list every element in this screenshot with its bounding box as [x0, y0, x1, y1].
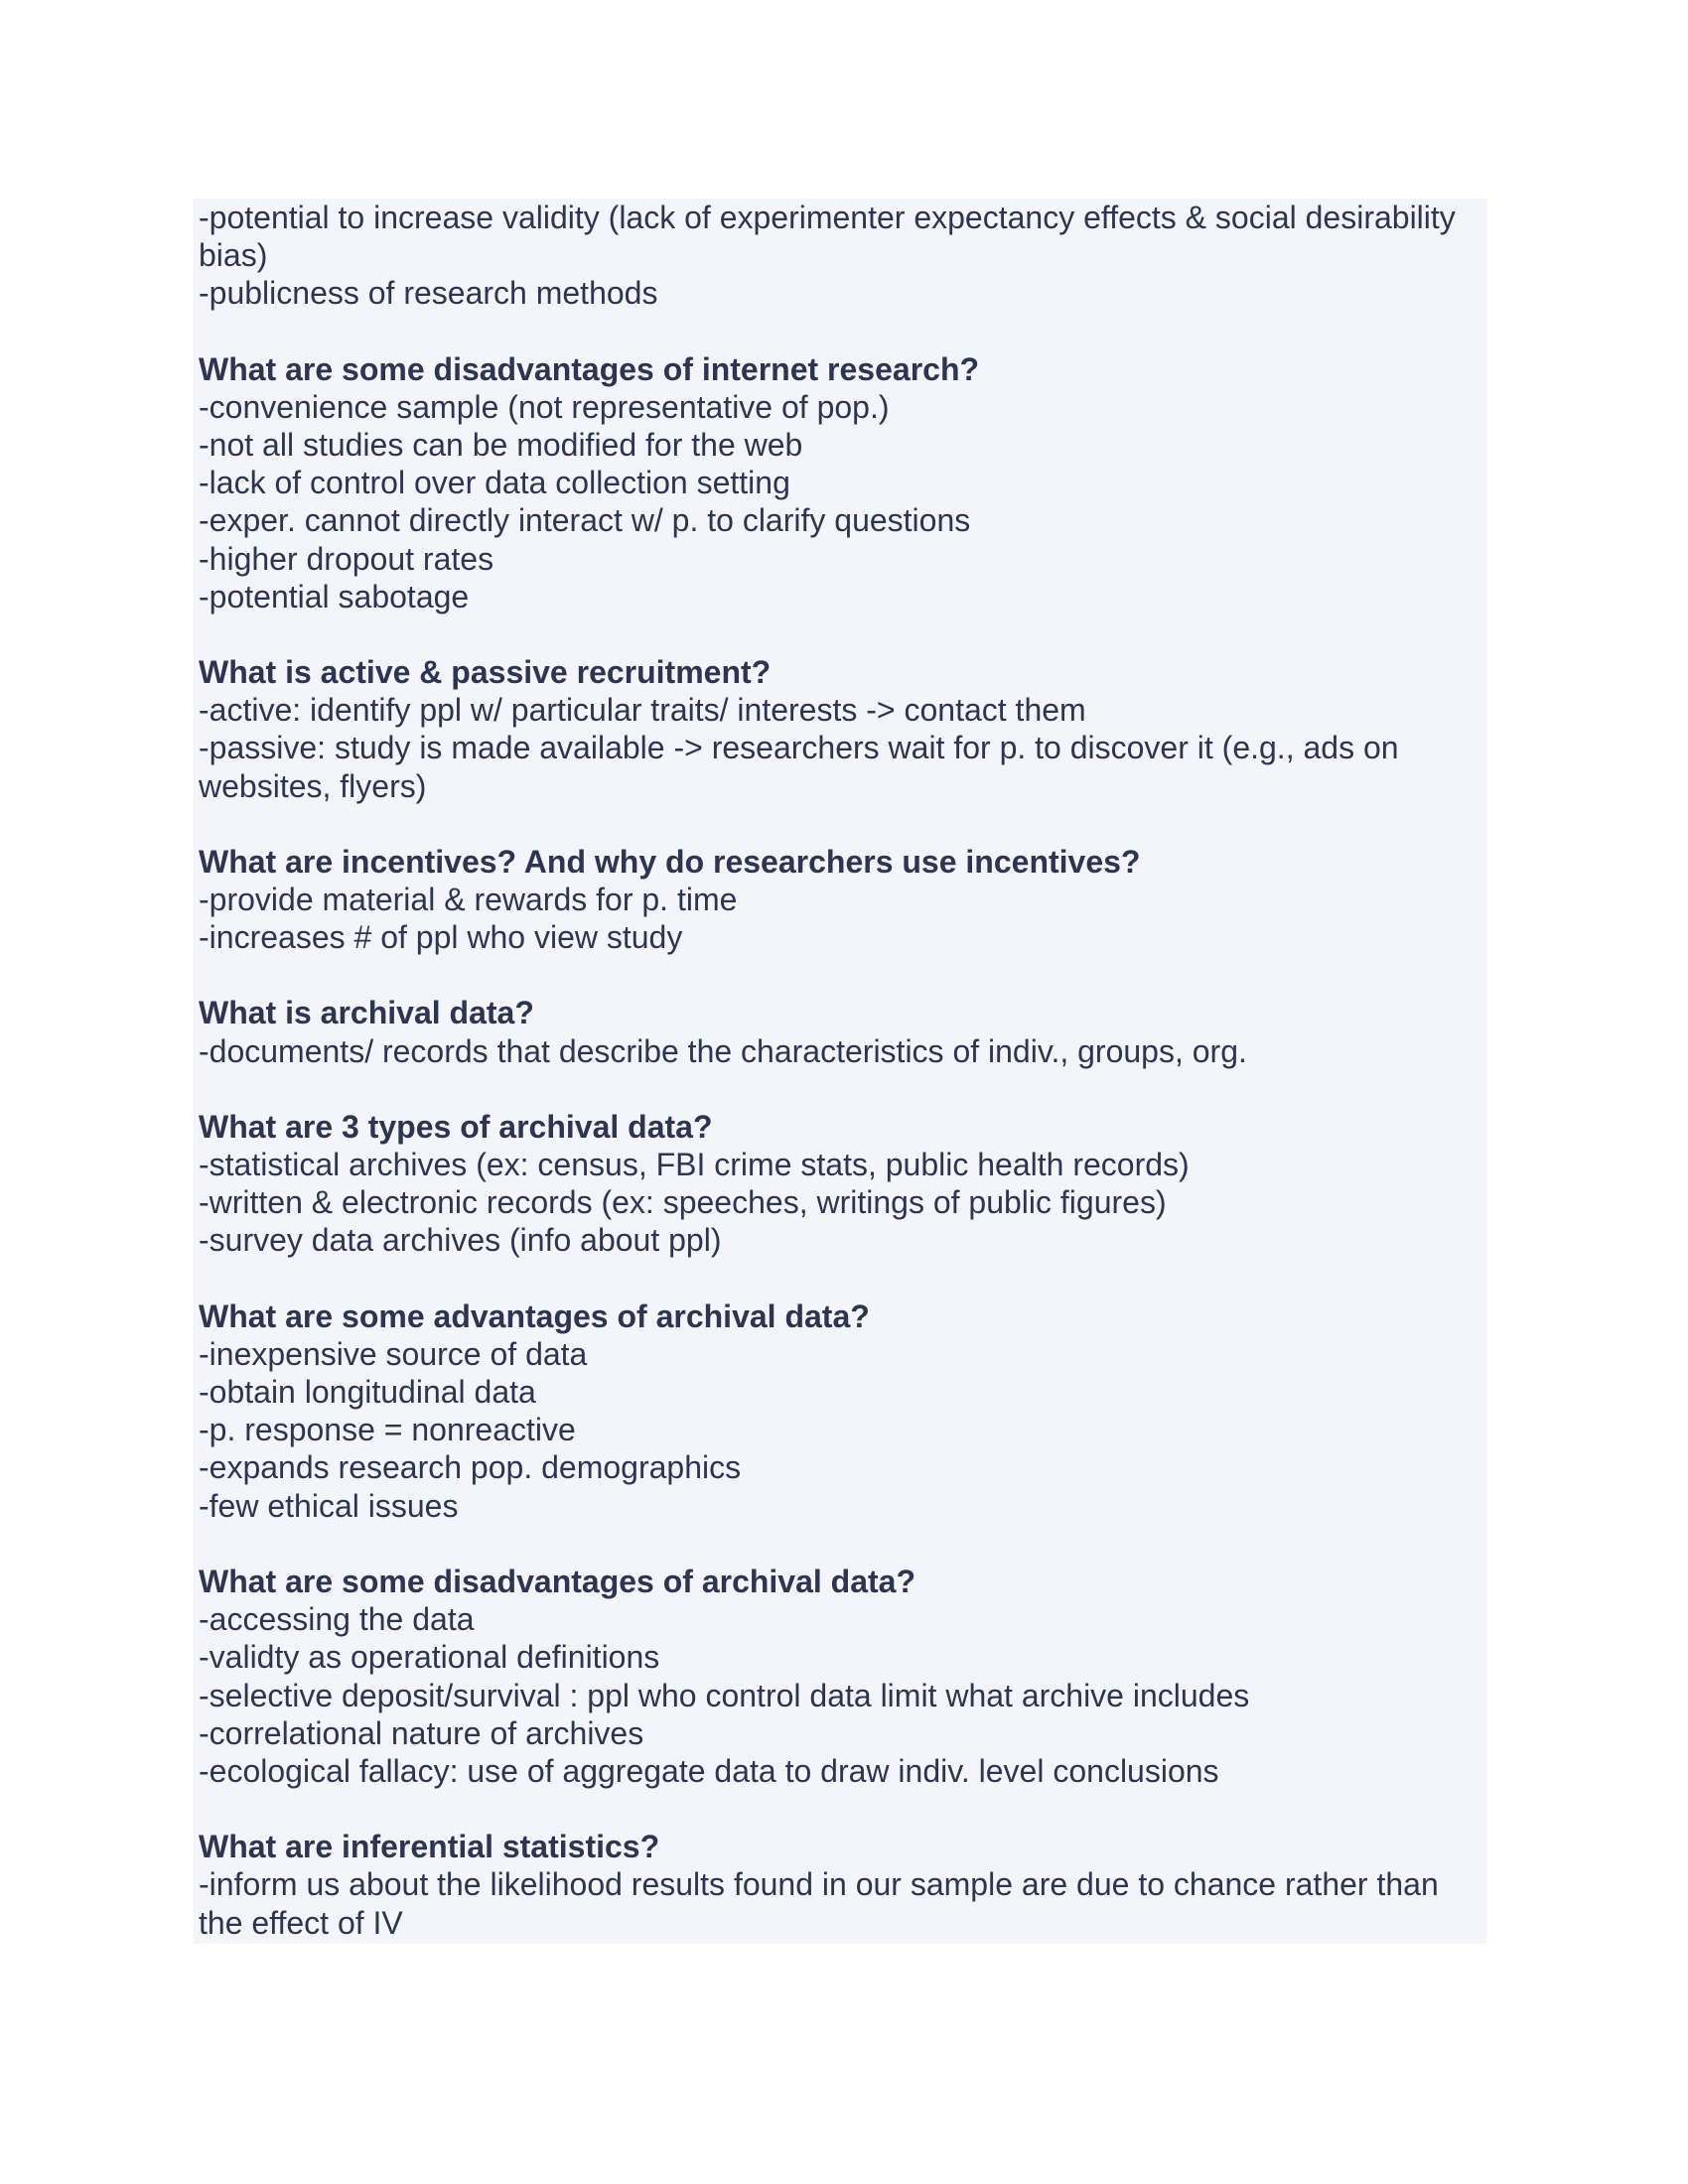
qa-section-inferential-statistics [199, 1828, 1486, 1942]
answer-line: -survey data archives (info about ppl) [199, 1222, 722, 1259]
qa-section-recruitment [199, 653, 1486, 805]
question-heading: What are inferential statistics? [199, 1829, 660, 1865]
answer-line: -accessing the data [199, 1601, 475, 1638]
qa-section-archival-data [199, 994, 1486, 1069]
qa-section-archival-advantages [199, 1297, 1486, 1525]
answer-line: -selective deposit/survival : ppl who control data limit what archive includes [199, 1677, 1250, 1713]
answer-line: -expands research pop. demographics [199, 1449, 742, 1486]
study-notes-panel [194, 199, 1486, 1944]
question-heading: What is archival data? [199, 995, 534, 1031]
answer-line: -validty as operational definitions [199, 1639, 660, 1676]
intro-line: -publicness of research methods [199, 275, 658, 312]
intro-line: -potential to increase validity (lack of experimenter expectancy effects & social desirability bias) [199, 200, 1456, 274]
answer-line: -few ethical issues [199, 1487, 459, 1524]
answer-line: -active: identify ppl w/ particular traits/ interests -> contact them [199, 692, 1086, 729]
qa-section-archival-types [199, 1108, 1486, 1260]
answer-line: -p. response = nonreactive [199, 1412, 576, 1448]
answer-line: -provide material & rewards for p. time [199, 882, 738, 918]
answer-line: -not all studies can be modified for the web [199, 427, 803, 464]
question-heading: What are some disadvantages of archival data? [199, 1563, 916, 1599]
question-heading: What are some disadvantages of internet research? [199, 350, 980, 387]
answer-line: -exper. cannot directly interact w/ p. to clarify questions [199, 502, 971, 539]
qa-section-internet-disadvantages [199, 350, 1486, 615]
answer-line: -written & electronic records (ex: speeches, writings of public figures) [199, 1184, 1167, 1221]
answer-line: -passive: study is made available -> researchers wait for p. to discover it (e.g., ads on websites, flyers) [199, 730, 1399, 804]
answer-line: -potential sabotage [199, 578, 470, 614]
question-heading: What is active & passive recruitment? [199, 654, 772, 691]
answer-line: -documents/ records that describe the characteristics of indiv., groups, org. [199, 1032, 1247, 1069]
question-heading: What are some advantages of archival data? [199, 1297, 870, 1334]
answer-line: -statistical archives (ex: census, FBI crime stats, public health records) [199, 1147, 1190, 1183]
answer-line: -lack of control over data collection setting [199, 465, 790, 501]
answer-line: -obtain longitudinal data [199, 1374, 536, 1411]
answer-line: -ecological fallacy: use of aggregate data to draw indiv. level conclusions [199, 1752, 1219, 1789]
answer-line: -increases # of ppl who view study [199, 919, 683, 956]
answer-line: -inform us about the likelihood results found in our sample are due to chance rather than the effect of IV [199, 1866, 1439, 1941]
question-heading: What are 3 types of archival data? [199, 1108, 713, 1145]
question-heading: What are incentives? And why do researchers use incentives? [199, 843, 1141, 880]
answer-line: -correlational nature of archives [199, 1714, 644, 1751]
answer-line: -convenience sample (not representative of pop.) [199, 388, 890, 425]
qa-section-archival-disadvantages [199, 1563, 1486, 1790]
qa-section-incentives [199, 843, 1486, 957]
intro-block [199, 199, 1486, 313]
answer-line: -inexpensive source of data [199, 1335, 588, 1372]
answer-line: -higher dropout rates [199, 540, 494, 577]
